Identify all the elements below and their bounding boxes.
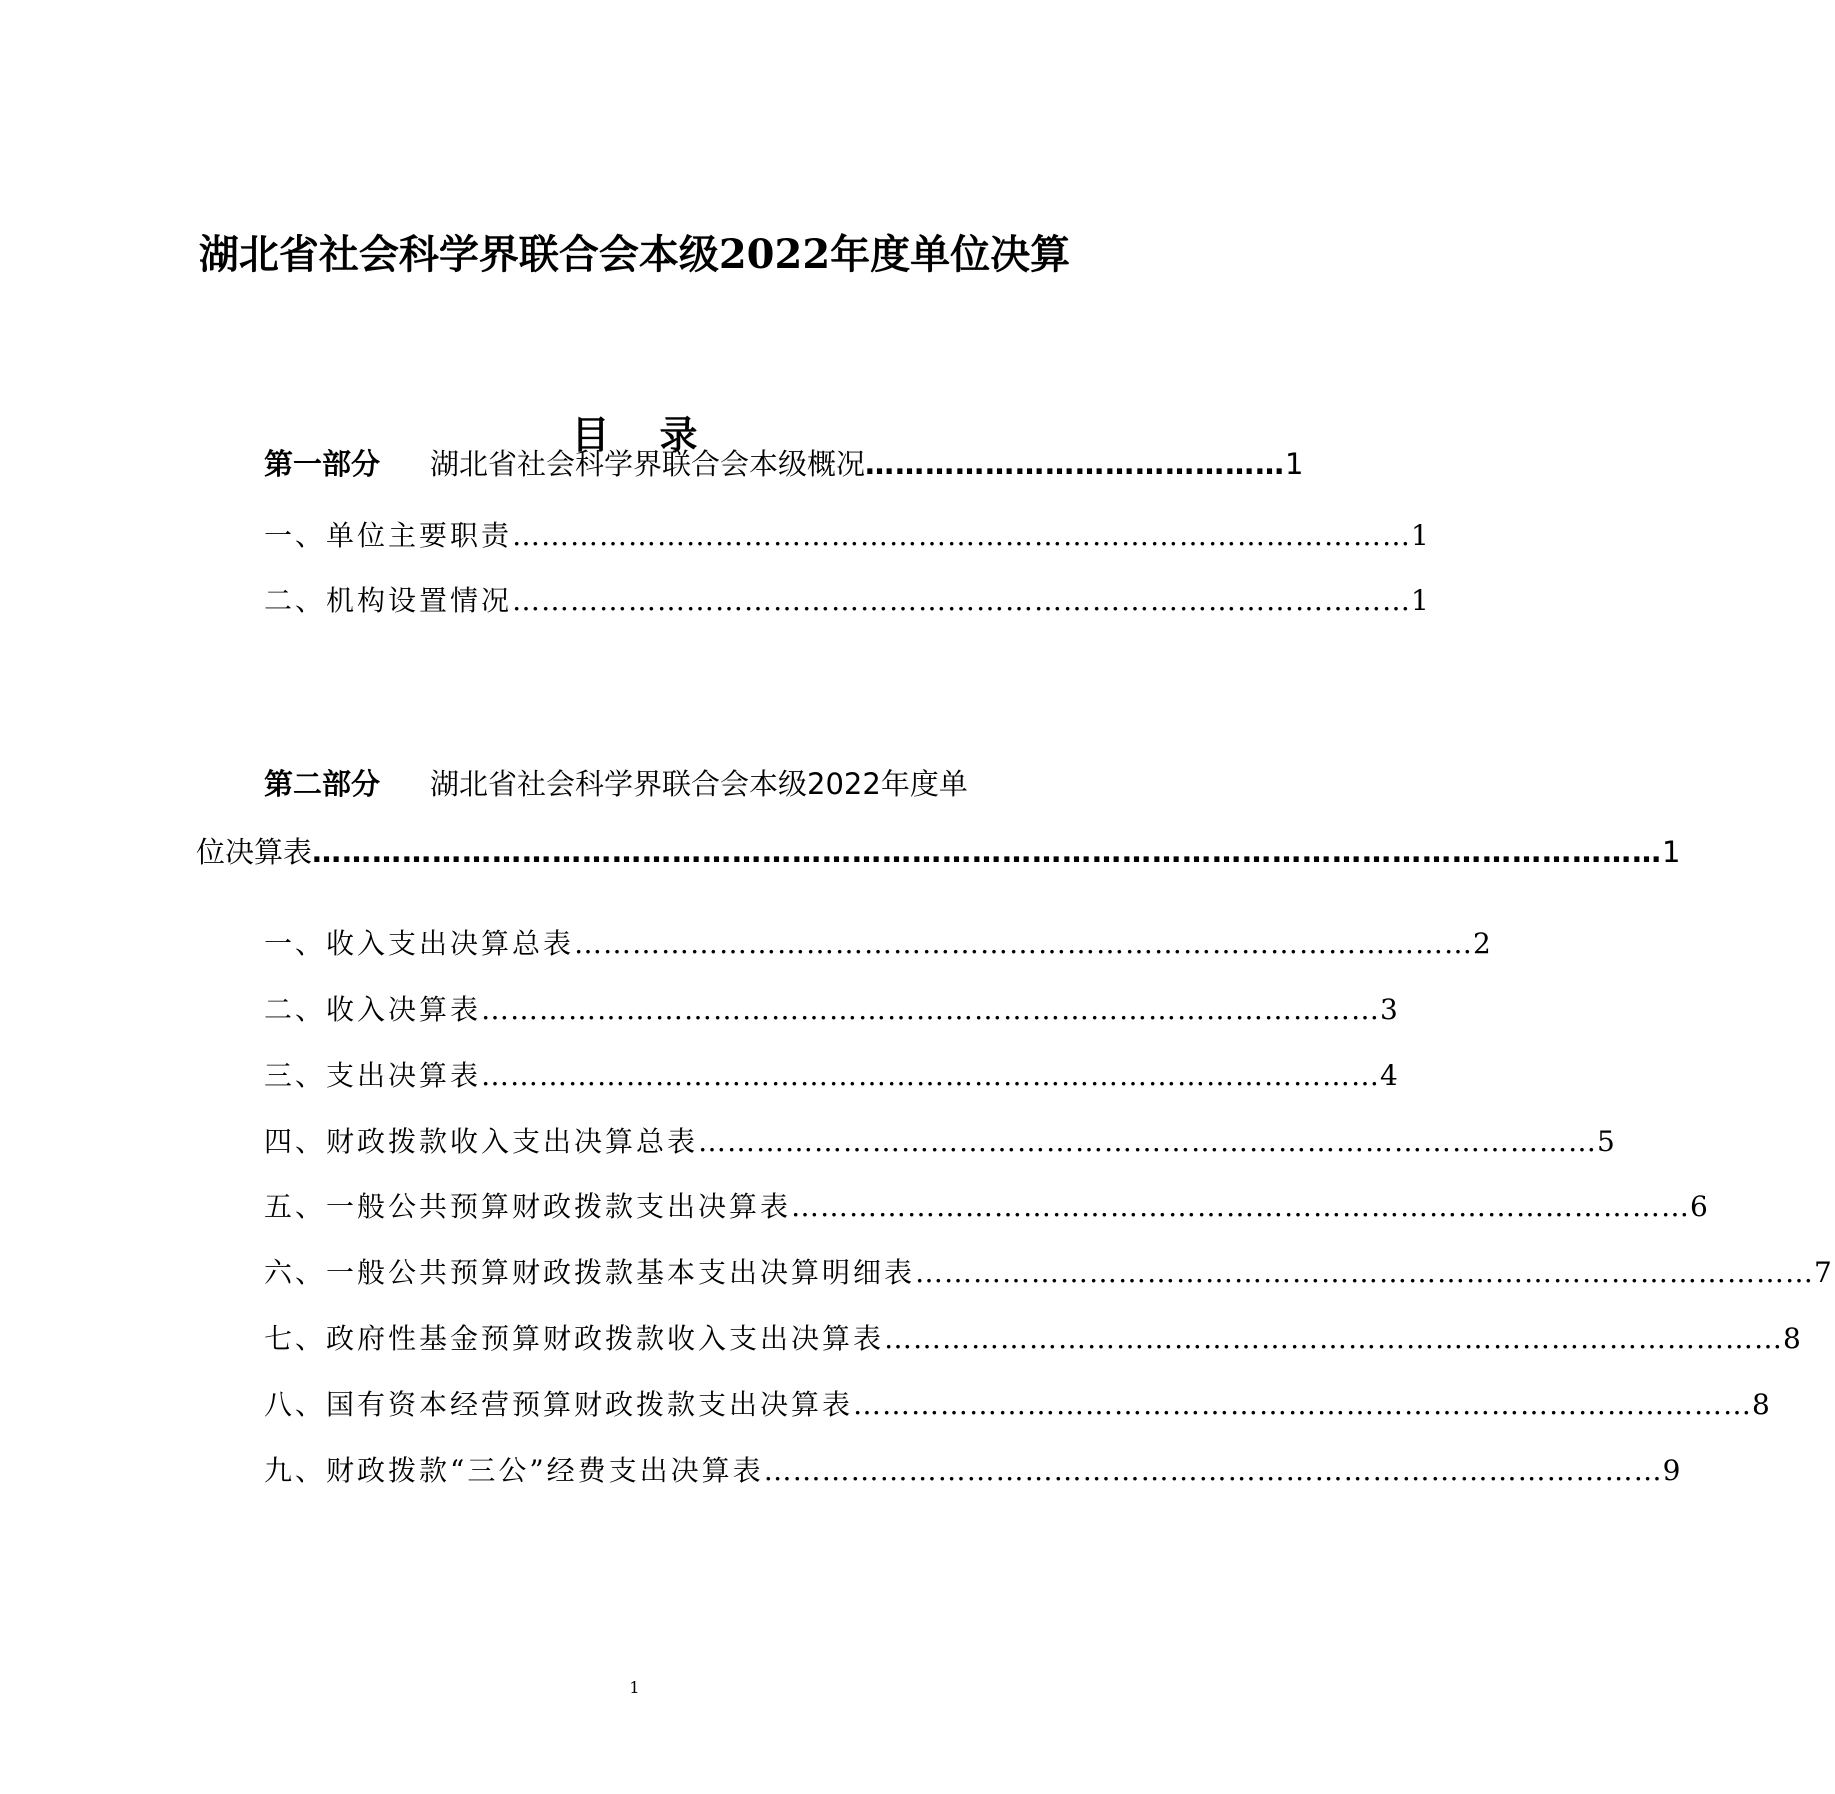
- toc-leader-dots: …………………………………………………………………………………: [763, 1454, 1663, 1487]
- toc-heading: 目录: [571, 413, 748, 457]
- toc-item-label: 二、机构设置情况: [264, 584, 513, 617]
- toc-item[interactable]: [264, 922, 1494, 966]
- toc-item-page: 1: [1411, 584, 1432, 617]
- toc-leader-dots: …………………………………………………………………………………: [512, 584, 1412, 617]
- toc-item[interactable]: [264, 988, 1401, 1032]
- toc-item-page: 7: [1814, 1256, 1835, 1289]
- toc-leader-dots: …………………………………………………………………………………: [884, 1322, 1784, 1355]
- toc-part2-entry-continued[interactable]: [196, 830, 1681, 874]
- toc-item[interactable]: [264, 1251, 1835, 1295]
- toc-leader-dots: ……………………………………: [865, 447, 1286, 481]
- toc-item[interactable]: [264, 514, 1432, 558]
- toc-item-page: 8: [1783, 1322, 1804, 1355]
- toc-part2-title-line1: 湖北省社会科学界联合会本级2022年度单: [430, 767, 968, 801]
- toc-item-label: 六、一般公共预算财政拨款基本支出决算明细表: [264, 1256, 916, 1289]
- toc-part1-title: 湖北省社会科学界联合会本级概况: [430, 447, 866, 481]
- toc-part1-number: 第一部分: [264, 447, 381, 481]
- toc-item[interactable]: [264, 1383, 1773, 1427]
- toc-item-page: 2: [1473, 927, 1494, 960]
- toc-part2-title-line2: 位决算表: [196, 835, 313, 869]
- toc-item-label: 七、政府性基金预算财政拨款收入支出决算表: [264, 1322, 885, 1355]
- toc-item-label: 八、国有资本经营预算财政拨款支出决算表: [264, 1388, 854, 1421]
- toc-item[interactable]: [264, 1449, 1684, 1493]
- toc-item-label: 四、财政拨款收入支出决算总表: [264, 1125, 699, 1158]
- page-number: 1: [629, 1678, 640, 1697]
- document-title: 湖北省社会科学界联合会本级2022年度单位决算: [198, 231, 1071, 278]
- toc-item-label: 三、支出决算表: [264, 1059, 482, 1092]
- toc-leader-dots: …………………………………………………………………………………: [512, 519, 1412, 552]
- toc-item[interactable]: [264, 579, 1432, 623]
- toc-part2-number: 第二部分: [264, 767, 381, 801]
- toc-item[interactable]: [264, 1317, 1804, 1361]
- toc-leader-dots: …………………………………………………………………………………: [853, 1388, 1753, 1421]
- toc-item-page: 1: [1411, 519, 1432, 552]
- toc-leader-dots: …………………………………………………………………………………: [481, 993, 1381, 1026]
- toc-item-page: 5: [1597, 1125, 1618, 1158]
- toc-item-label: 二、收入决算表: [264, 993, 482, 1026]
- toc-item[interactable]: [264, 1120, 1618, 1164]
- toc-part2-entry[interactable]: [264, 762, 1082, 806]
- toc-item[interactable]: [264, 1185, 1711, 1229]
- toc-item-page: 3: [1380, 993, 1401, 1026]
- toc-item-page: 6: [1690, 1190, 1711, 1223]
- toc-item-page: 4: [1380, 1059, 1401, 1092]
- toc-part1-page: 1: [1285, 447, 1304, 481]
- toc-part1-entry[interactable]: [264, 442, 1304, 486]
- toc-item-label: 一、单位主要职责: [264, 519, 513, 552]
- toc-item-label: 五、一般公共预算财政拨款支出决算表: [264, 1190, 792, 1223]
- toc-leader-dots: …………………………………………………………………………………: [791, 1190, 1691, 1223]
- toc-item-label: 一、收入支出决算总表: [264, 927, 575, 960]
- toc-item[interactable]: [264, 1054, 1401, 1098]
- toc-leader-dots: …………………………………………………………………………………: [698, 1125, 1598, 1158]
- toc-part2-page: 1: [1662, 835, 1681, 869]
- toc-leader-dots: ………………………………………………………………………………………………………………………: [312, 835, 1663, 869]
- toc-item-page: 8: [1752, 1388, 1773, 1421]
- toc-item-label: 九、财政拨款“三公”经费支出决算表: [264, 1454, 764, 1487]
- toc-item-page: 9: [1662, 1454, 1684, 1487]
- toc-leader-dots: …………………………………………………………………………………: [574, 927, 1474, 960]
- toc-leader-dots: …………………………………………………………………………………: [915, 1256, 1815, 1289]
- toc-leader-dots: …………………………………………………………………………………: [481, 1059, 1381, 1092]
